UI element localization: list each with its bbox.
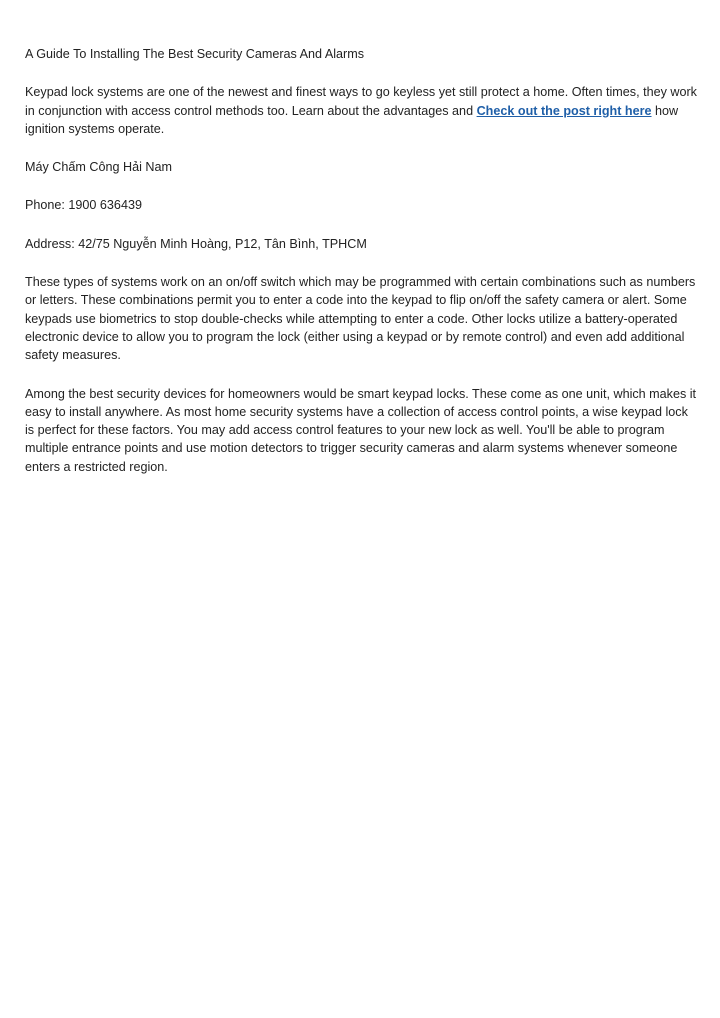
check-out-post-link[interactable]: Check out the post right here bbox=[476, 103, 652, 118]
phone-line: Phone: 1900 636439 bbox=[25, 198, 142, 213]
intro-text-after-link: how ignition systems operate. bbox=[25, 103, 679, 136]
document-title: A Guide To Installing The Best Security Cameras And Alarms bbox=[25, 47, 365, 61]
body-paragraph-3: Among the best security devices for homeowners would be smart keypad locks. These come as one unit, which makes it easy to install anywhere. As most home security systems have a collection of access control points, a wise keypad lock is perfect for these factors. You may add access control features to your new lock as well. You'll be able to program multiple entrance points and use motion detectors to trigger security cameras and alarm systems whenever someone enters a restricted region. bbox=[25, 386, 697, 474]
document-page bbox=[25, 45, 697, 496]
intro-text-before-link: Keypad lock systems are one of the newest and finest ways to go keyless yet still protect a home. Often times, they work in conjunction with access control methods too. Learn about the advantages and bbox=[25, 85, 697, 118]
body-paragraph-2: These types of systems work on an on/off switch which may be programmed with certain combinations such as numbers or letters. These combinations permit you to enter a code into the keypad to flip on/off the safety camera or alert. Some keypads use biometrics to stop double-checks while attempting to enter a code. Other locks utilize a battery-operated electronic device to allow you to program the lock (either using a keypad or by remote control) and even add additional safety measures. bbox=[25, 275, 696, 363]
address-line: Address: 42/75 Nguyễn Minh Hoàng, P12, Tân Bình, TPHCM bbox=[25, 236, 367, 251]
company-name: Máy Chấm Công Hải Nam bbox=[25, 160, 172, 175]
intro-paragraph bbox=[25, 83, 697, 138]
